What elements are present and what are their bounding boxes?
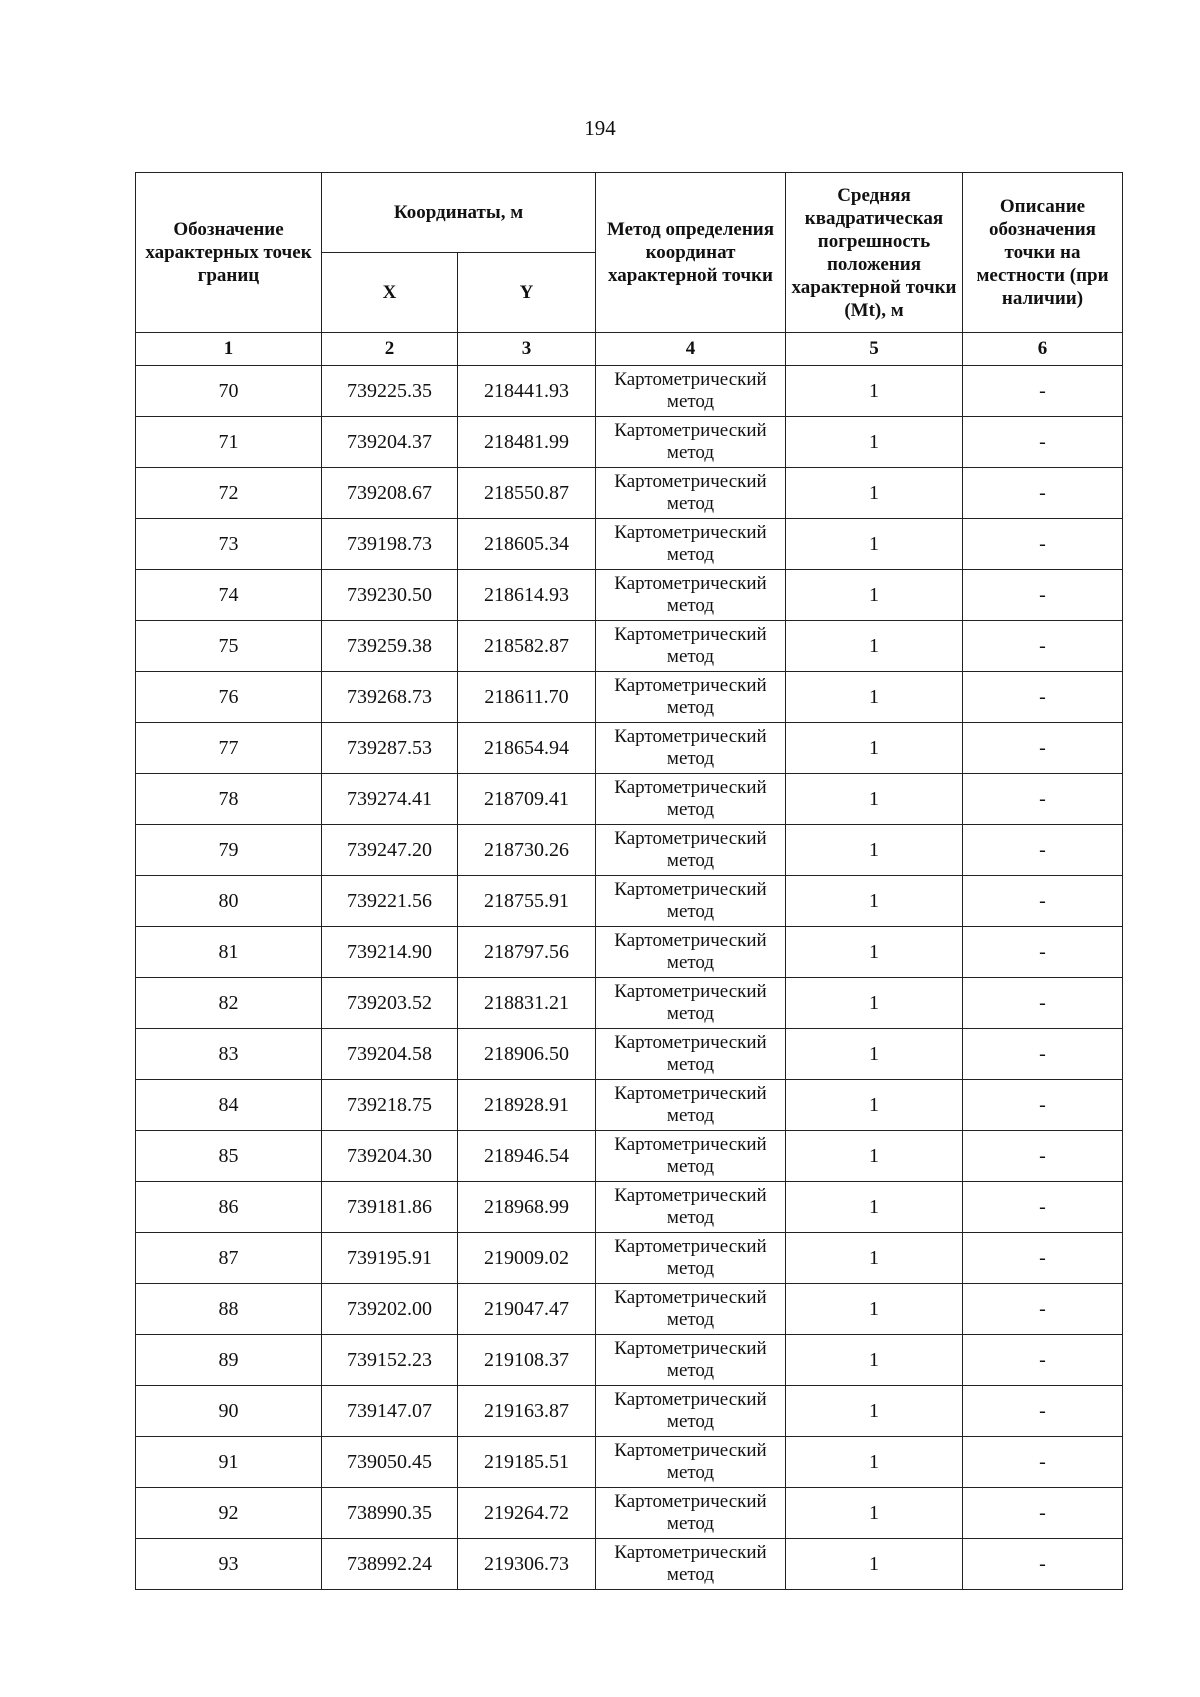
method-line1: Картометрический [614,981,767,1002]
cell-y: 218605.34 [458,519,596,570]
cell-error: 1 [786,927,963,978]
cell-x: 739221.56 [322,876,458,927]
method-line1: Картометрический [614,1134,767,1155]
method-line2: метод [666,1156,715,1177]
cell-x: 739204.58 [322,1029,458,1080]
cell-point: 90 [136,1386,322,1437]
cell-y: 219306.73 [458,1539,596,1590]
method-line1: Картометрический [614,1491,767,1512]
method-line2: метод [666,748,715,769]
method-line1: Картометрический [614,573,767,594]
cell-point: 73 [136,519,322,570]
cell-x: 739202.00 [322,1284,458,1335]
method-line2: метод [666,1360,715,1381]
table-row [136,1131,1123,1182]
table-row [136,417,1123,468]
method-line1: Картометрический [614,369,767,390]
cell-description: - [963,519,1123,570]
table-row [136,1029,1123,1080]
cell-description: - [963,1539,1123,1590]
cell-y: 218550.87 [458,468,596,519]
method-line2: метод [666,595,715,616]
cell-method [596,570,786,621]
table-row [136,1335,1123,1386]
method-line2: метод [666,391,715,412]
cell-y: 218946.54 [458,1131,596,1182]
cell-point: 72 [136,468,322,519]
table-row [136,774,1123,825]
cell-description: - [963,825,1123,876]
cell-point: 78 [136,774,322,825]
method-line1: Картометрический [614,828,767,849]
cell-x: 739218.75 [322,1080,458,1131]
cell-y: 218611.70 [458,672,596,723]
cell-method [596,1437,786,1488]
cell-error: 1 [786,1182,963,1233]
cell-description: - [963,1233,1123,1284]
method-line1: Картометрический [614,675,767,696]
method-line2: метод [666,1513,715,1534]
cell-error: 1 [786,672,963,723]
method-line1: Картометрический [614,777,767,798]
cell-description: - [963,672,1123,723]
cell-error: 1 [786,468,963,519]
method-line2: метод [666,1105,715,1126]
method-line1: Картометрический [614,726,767,747]
table-row [136,468,1123,519]
method-line2: метод [666,850,715,871]
method-line2: метод [666,697,715,718]
cell-description: - [963,1386,1123,1437]
cell-error: 1 [786,417,963,468]
cell-point: 88 [136,1284,322,1335]
method-line1: Картометрический [614,1185,767,1206]
cell-x: 739230.50 [322,570,458,621]
cell-method [596,825,786,876]
cell-error: 1 [786,1284,963,1335]
cell-point: 80 [136,876,322,927]
cell-method [596,927,786,978]
cell-x: 739225.35 [322,366,458,417]
cell-y: 219185.51 [458,1437,596,1488]
cell-description: - [963,774,1123,825]
cell-x: 739287.53 [322,723,458,774]
cell-error: 1 [786,825,963,876]
cell-y: 218614.93 [458,570,596,621]
cell-description: - [963,1131,1123,1182]
column-number: 2 [322,333,458,366]
cell-description: - [963,978,1123,1029]
cell-x: 739195.91 [322,1233,458,1284]
cell-error: 1 [786,1131,963,1182]
cell-point: 77 [136,723,322,774]
cell-point: 81 [136,927,322,978]
cell-error: 1 [786,570,963,621]
cell-error: 1 [786,774,963,825]
cell-method [596,1284,786,1335]
cell-y: 219009.02 [458,1233,596,1284]
cell-method [596,1539,786,1590]
cell-error: 1 [786,723,963,774]
cell-point: 93 [136,1539,322,1590]
table-row [136,519,1123,570]
cell-method [596,1335,786,1386]
cell-description: - [963,1029,1123,1080]
column-number: 5 [786,333,963,366]
cell-method [596,1488,786,1539]
cell-point: 74 [136,570,322,621]
table-row [136,1080,1123,1131]
cell-description: - [963,1488,1123,1539]
cell-x: 739268.73 [322,672,458,723]
method-line1: Картометрический [614,1083,767,1104]
cell-description: - [963,621,1123,672]
boundary-points-table [135,172,1123,1590]
method-line2: метод [666,1258,715,1279]
table-row [136,1284,1123,1335]
method-line1: Картометрический [614,1542,767,1563]
cell-y: 219047.47 [458,1284,596,1335]
method-line1: Картометрический [614,1389,767,1410]
table-row [136,876,1123,927]
table-row [136,1539,1123,1590]
cell-y: 218441.93 [458,366,596,417]
page-number: 194 [584,116,616,140]
table-row [136,672,1123,723]
cell-method [596,621,786,672]
cell-method [596,1386,786,1437]
method-line2: метод [666,1054,715,1075]
cell-x: 739204.37 [322,417,458,468]
cell-x: 739204.30 [322,1131,458,1182]
method-line2: метод [666,442,715,463]
cell-description: - [963,1182,1123,1233]
cell-method [596,672,786,723]
header-y: Y [458,253,596,333]
cell-method [596,1029,786,1080]
cell-point: 76 [136,672,322,723]
cell-point: 70 [136,366,322,417]
cell-x: 738990.35 [322,1488,458,1539]
cell-y: 219163.87 [458,1386,596,1437]
cell-point: 87 [136,1233,322,1284]
cell-description: - [963,876,1123,927]
method-line2: метод [666,646,715,667]
cell-description: - [963,570,1123,621]
cell-error: 1 [786,978,963,1029]
cell-error: 1 [786,1488,963,1539]
method-line1: Картометрический [614,1236,767,1257]
cell-point: 83 [136,1029,322,1080]
table-row [136,723,1123,774]
column-number: 6 [963,333,1123,366]
cell-x: 739152.23 [322,1335,458,1386]
table-row [136,570,1123,621]
method-line2: метод [666,1462,715,1483]
cell-method [596,1131,786,1182]
cell-x: 739181.86 [322,1182,458,1233]
cell-y: 218906.50 [458,1029,596,1080]
cell-description: - [963,468,1123,519]
column-number: 1 [136,333,322,366]
cell-error: 1 [786,876,963,927]
header-x: X [322,253,458,333]
table-row [136,825,1123,876]
table-row [136,1437,1123,1488]
header-method: Метод определения координат характерной точки [596,173,786,333]
cell-point: 91 [136,1437,322,1488]
table-row [136,1233,1123,1284]
cell-method [596,417,786,468]
cell-method [596,1182,786,1233]
cell-y: 218968.99 [458,1182,596,1233]
cell-description: - [963,1080,1123,1131]
cell-y: 218928.91 [458,1080,596,1131]
table-row [136,621,1123,672]
cell-description: - [963,1437,1123,1488]
method-line1: Картометрический [614,1287,767,1308]
column-number: 3 [458,333,596,366]
method-line1: Картометрический [614,879,767,900]
header-point: Обозначение характерных точек границ [136,173,322,333]
method-line2: метод [666,1207,715,1228]
table-row [136,366,1123,417]
method-line1: Картометрический [614,1440,767,1461]
cell-point: 84 [136,1080,322,1131]
cell-x: 739198.73 [322,519,458,570]
cell-point: 92 [136,1488,322,1539]
table-header [136,173,1123,366]
cell-description: - [963,417,1123,468]
cell-error: 1 [786,1029,963,1080]
table-body [136,366,1123,1590]
cell-x: 739259.38 [322,621,458,672]
cell-method [596,468,786,519]
cell-error: 1 [786,519,963,570]
cell-x: 739214.90 [322,927,458,978]
method-line2: метод [666,544,715,565]
method-line1: Картометрический [614,420,767,441]
method-line1: Картометрический [614,522,767,543]
cell-error: 1 [786,621,963,672]
cell-method [596,876,786,927]
method-line1: Картометрический [614,930,767,951]
table-row [136,1182,1123,1233]
cell-method [596,1080,786,1131]
cell-y: 219108.37 [458,1335,596,1386]
method-line2: метод [666,1564,715,1585]
table-row [136,1488,1123,1539]
cell-method [596,519,786,570]
cell-point: 71 [136,417,322,468]
cell-method [596,723,786,774]
cell-description: - [963,1335,1123,1386]
cell-description: - [963,927,1123,978]
table-row [136,927,1123,978]
cell-x: 739147.07 [322,1386,458,1437]
method-line1: Картометрический [614,1032,767,1053]
method-line2: метод [666,1309,715,1330]
cell-error: 1 [786,1233,963,1284]
cell-error: 1 [786,1335,963,1386]
cell-x: 738992.24 [322,1539,458,1590]
cell-x: 739050.45 [322,1437,458,1488]
cell-x: 739274.41 [322,774,458,825]
cell-description: - [963,1284,1123,1335]
method-line1: Картометрический [614,1338,767,1359]
cell-y: 218582.87 [458,621,596,672]
cell-point: 75 [136,621,322,672]
method-line2: метод [666,901,715,922]
cell-error: 1 [786,1386,963,1437]
cell-error: 1 [786,1080,963,1131]
cell-point: 82 [136,978,322,1029]
cell-error: 1 [786,366,963,417]
cell-error: 1 [786,1437,963,1488]
cell-y: 218831.21 [458,978,596,1029]
cell-point: 89 [136,1335,322,1386]
cell-method [596,366,786,417]
method-line2: метод [666,952,715,973]
cell-y: 218755.91 [458,876,596,927]
header-description: Описание обозначения точки на местности (при наличии) [963,173,1123,333]
cell-y: 218730.26 [458,825,596,876]
cell-x: 739203.52 [322,978,458,1029]
cell-y: 218654.94 [458,723,596,774]
cell-description: - [963,723,1123,774]
method-line2: метод [666,1411,715,1432]
cell-x: 739247.20 [322,825,458,876]
cell-description: - [963,366,1123,417]
method-line2: метод [666,1003,715,1024]
cell-error: 1 [786,1539,963,1590]
cell-method [596,978,786,1029]
table-row [136,978,1123,1029]
column-number: 4 [596,333,786,366]
cell-y: 218709.41 [458,774,596,825]
cell-method [596,774,786,825]
method-line1: Картометрический [614,471,767,492]
method-line1: Картометрический [614,624,767,645]
cell-point: 79 [136,825,322,876]
cell-x: 739208.67 [322,468,458,519]
method-line2: метод [666,493,715,514]
cell-method [596,1233,786,1284]
cell-point: 85 [136,1131,322,1182]
method-line2: метод [666,799,715,820]
cell-y: 218481.99 [458,417,596,468]
cell-y: 219264.72 [458,1488,596,1539]
table-row [136,1386,1123,1437]
cell-point: 86 [136,1182,322,1233]
cell-y: 218797.56 [458,927,596,978]
header-error: Средняя квадратическая погрешность положения характерной точки (Mt), м [786,173,963,333]
column-numbers-row [136,333,1123,366]
header-coords: Координаты, м [322,173,596,253]
